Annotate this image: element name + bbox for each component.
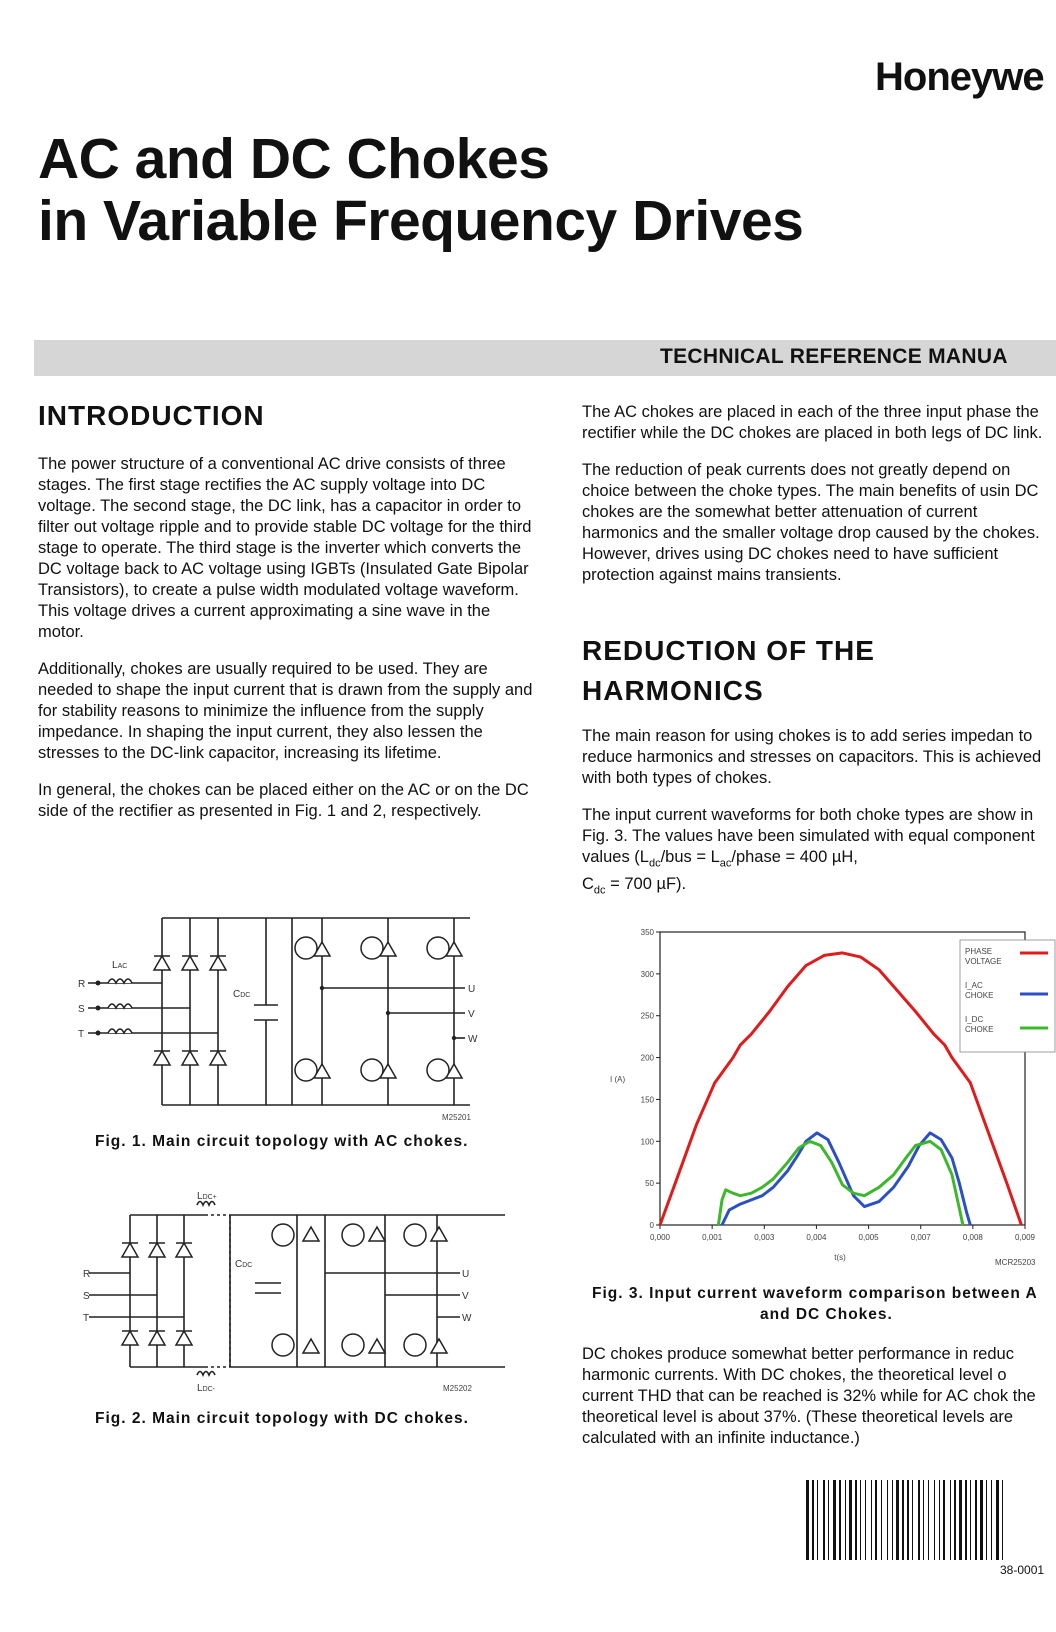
y-tick-label: 100 bbox=[640, 1137, 654, 1147]
barcode-bar bbox=[828, 1480, 829, 1560]
fig1-input-t: T bbox=[78, 1029, 85, 1040]
fig1-circuit-diagram bbox=[70, 910, 510, 1125]
fig3-code: MCR25203 bbox=[995, 1258, 1036, 1267]
barcode-bar bbox=[892, 1480, 893, 1560]
y-axis bbox=[641, 928, 660, 1230]
harmonics-heading bbox=[582, 635, 1056, 707]
chart-legend bbox=[960, 940, 1055, 1052]
barcode-bar bbox=[896, 1480, 899, 1560]
harmonics-heading-line-1: REDUCTION OF THE bbox=[582, 635, 875, 666]
fig1-lac-label: LAC bbox=[112, 960, 128, 971]
barcode-number: 38-0001 bbox=[1000, 1563, 1045, 1577]
barcode-bar bbox=[871, 1480, 872, 1560]
legend-label-iac-2: CHOKE bbox=[965, 991, 994, 1000]
legend-label-idc-2: CHOKE bbox=[965, 1025, 994, 1034]
title-line-2: in Variable Frequency Drives bbox=[38, 189, 804, 253]
x-axis-label: t(s) bbox=[834, 1253, 846, 1262]
fig2-input-t: T bbox=[83, 1313, 90, 1324]
fig2-ldc-bottom-label: LDC- bbox=[197, 1383, 216, 1394]
fig2-ldc-top-label: LDC+ bbox=[197, 1191, 217, 1202]
y-tick-label: 250 bbox=[640, 1011, 654, 1021]
barcode-bar bbox=[865, 1480, 866, 1560]
barcode-bar bbox=[839, 1480, 841, 1560]
barcode-bar bbox=[1002, 1480, 1003, 1560]
right-paragraph-3: The main reason for using chokes is to add series impedan to reduce harmonics and stresses on capacitors. This is achieved with both types of chokes. bbox=[582, 727, 1042, 787]
barcode-bar bbox=[812, 1480, 814, 1560]
barcode-bar bbox=[934, 1480, 935, 1560]
y-tick-label: 350 bbox=[640, 928, 654, 937]
fig2-output-w: W bbox=[462, 1313, 472, 1324]
legend-label-phase-voltage-2: VOLTAGE bbox=[965, 957, 1002, 966]
fig3-caption-line-2: and DC Chokes. bbox=[760, 1306, 893, 1323]
y-tick-label: 50 bbox=[645, 1179, 654, 1189]
y-tick-label: 200 bbox=[640, 1053, 654, 1063]
y-tick-label: 0 bbox=[649, 1221, 654, 1230]
x-tick-label: 0,008 bbox=[962, 1233, 983, 1242]
barcode-bar bbox=[970, 1480, 971, 1560]
x-tick-label: 0,005 bbox=[858, 1233, 879, 1242]
barcode-bar bbox=[907, 1480, 909, 1560]
fig2-input-s: S bbox=[83, 1291, 90, 1302]
right-paragraph-5: DC chokes produce somewhat better performance in reduc harmonic currents. With DC chokes, the theoretical level o current THD that can be reached is 32% while for AC chok the theoretical level is about 37%. (These theoretical levels are calculated with an infinite inductance.) bbox=[582, 1345, 1036, 1447]
fig2-cdc-label: CDC bbox=[235, 1259, 253, 1270]
fig2-circuit-diagram bbox=[83, 1191, 505, 1395]
barcode-bar bbox=[855, 1480, 857, 1560]
right-paragraph-1: The AC chokes are placed in each of the three input phase the rectifier while the DC chokes are placed in both legs of DC link. bbox=[582, 403, 1043, 442]
right-column-bottom bbox=[582, 1344, 1056, 1465]
x-tick-label: 0,001 bbox=[702, 1233, 723, 1242]
fig1-output-w: W bbox=[468, 1034, 478, 1045]
x-tick-label: 0,009 bbox=[1014, 1233, 1036, 1242]
x-tick-label: 0,003 bbox=[754, 1233, 775, 1242]
fig1-code: M25201 bbox=[442, 1113, 471, 1122]
barcode-bar bbox=[923, 1480, 924, 1560]
fig1-input-r: R bbox=[78, 979, 86, 990]
barcode-bar bbox=[902, 1480, 904, 1560]
barcode-bar bbox=[996, 1480, 999, 1560]
fig2-code: M25202 bbox=[443, 1384, 472, 1393]
fig1-input-s: S bbox=[78, 1004, 85, 1015]
fig2-input-r: R bbox=[83, 1269, 91, 1280]
barcode-bar bbox=[875, 1480, 877, 1560]
barcode-bar bbox=[912, 1480, 913, 1560]
barcode-bar bbox=[918, 1480, 920, 1560]
barcode-bar bbox=[849, 1480, 852, 1560]
barcode bbox=[806, 1480, 1056, 1560]
fig2-caption: Fig. 2. Main circuit topology with DC chokes. bbox=[95, 1410, 469, 1427]
fig1-output-u: U bbox=[468, 984, 476, 995]
barcode-bar bbox=[959, 1480, 962, 1560]
barcode-bar bbox=[943, 1480, 945, 1560]
band-label: TECHNICAL REFERENCE MANUA bbox=[660, 345, 1008, 368]
intro-heading: INTRODUCTION bbox=[38, 400, 265, 431]
fig1-cdc-label: CDC bbox=[233, 989, 251, 1000]
fig2-output-u: U bbox=[462, 1269, 470, 1280]
x-tick-label: 0,007 bbox=[910, 1233, 931, 1242]
x-axis bbox=[650, 1225, 1036, 1242]
barcode-bar bbox=[950, 1480, 951, 1560]
barcode-bar bbox=[860, 1480, 861, 1560]
intro-paragraph-3: In general, the chokes can be placed either on the AC or on the DC side of the rectifier as presented in Fig. 1 and 2, respectively. bbox=[38, 781, 529, 820]
y-tick-label: 150 bbox=[640, 1095, 654, 1105]
title-line-1: AC and DC Chokes bbox=[38, 127, 550, 191]
barcode-bar bbox=[881, 1480, 882, 1560]
intro-paragraph-2: Additionally, chokes are usually required to be used. They are needed to shape the input current that is drawn from the supply and for stability reasons to minimize the influence from the supply impedance. In shaping the input current, they also lessen the stresses to the DC-link capacitor, increasing its lifetime. bbox=[38, 660, 533, 762]
barcode-bar bbox=[991, 1480, 992, 1560]
barcode-bar bbox=[928, 1480, 929, 1560]
right-column-middle bbox=[582, 726, 1056, 918]
fig3-line-chart bbox=[600, 920, 1056, 1275]
y-axis-label: I (A) bbox=[610, 1075, 626, 1084]
right-paragraph-2: The reduction of peak currents does not greatly depend on choice between the choke types. The main benefits of usin DC chokes are the somewhat better attenuation of current harmonics and the smaller voltage drop caused by the chokes. However, drives using DC chokes need to have sufficient protection against mains transients. bbox=[582, 461, 1040, 584]
x-tick-label: 0,004 bbox=[806, 1233, 827, 1242]
barcode-bar bbox=[980, 1480, 983, 1560]
harmonics-heading-line-2: HARMONICS bbox=[582, 675, 764, 706]
right-column-top bbox=[582, 402, 1056, 602]
barcode-bar bbox=[845, 1480, 846, 1560]
barcode-bar bbox=[986, 1480, 987, 1560]
right-paragraph-4: The input current waveforms for both choke types are show in Fig. 3. The values have been simulated with equal component values ($L_{dc}$/bus = $L_{ac}$/phase = 400 µH, $C_{dc} = 700$ µF). bbox=[582, 806, 1035, 897]
barcode-bar bbox=[954, 1480, 956, 1560]
legend-label-iac-1: I_AC bbox=[965, 981, 983, 990]
left-column bbox=[38, 400, 538, 432]
barcode-bar bbox=[806, 1480, 809, 1560]
legend-label-phase-voltage-1: PHASE bbox=[965, 947, 993, 956]
page-title bbox=[38, 128, 803, 252]
barcode-bar bbox=[817, 1480, 818, 1560]
barcode-bar bbox=[939, 1480, 940, 1560]
y-tick-label: 300 bbox=[640, 969, 654, 979]
x-tick-label: 0,000 bbox=[649, 1233, 671, 1242]
fig1-caption: Fig. 1. Main circuit topology with AC chokes. bbox=[95, 1133, 469, 1150]
intro-paragraph-1: The power structure of a conventional AC drive consists of three stages. The first stage rectifies the AC supply voltage into DC voltage. The second stage, the DC link, has a capacitor in order to filter out voltage ripple and to provide stable DC voltage for the third stage to operate. The third stage is the inverter which converts the DC voltage back to AC voltage using IGBTs (Insulated Gate Bipolar Transistors), to create a pulse width modulated voltage waveform. This voltage drives a current approximating a sine wave in the motor. bbox=[38, 455, 532, 641]
barcode-bar bbox=[975, 1480, 977, 1560]
fig3-caption-line-1: Fig. 3. Input current waveform comparison between A bbox=[592, 1285, 1038, 1302]
fig2-output-v: V bbox=[462, 1291, 469, 1302]
barcode-bar bbox=[965, 1480, 967, 1560]
fig1-output-v: V bbox=[468, 1009, 475, 1020]
barcode-bar bbox=[833, 1480, 836, 1560]
barcode-bar bbox=[823, 1480, 825, 1560]
intro-body bbox=[38, 454, 538, 838]
barcode-bar bbox=[887, 1480, 888, 1560]
honeywell-logo: Honeywe bbox=[875, 55, 1044, 99]
legend-label-idc-1: I_DC bbox=[965, 1015, 984, 1024]
